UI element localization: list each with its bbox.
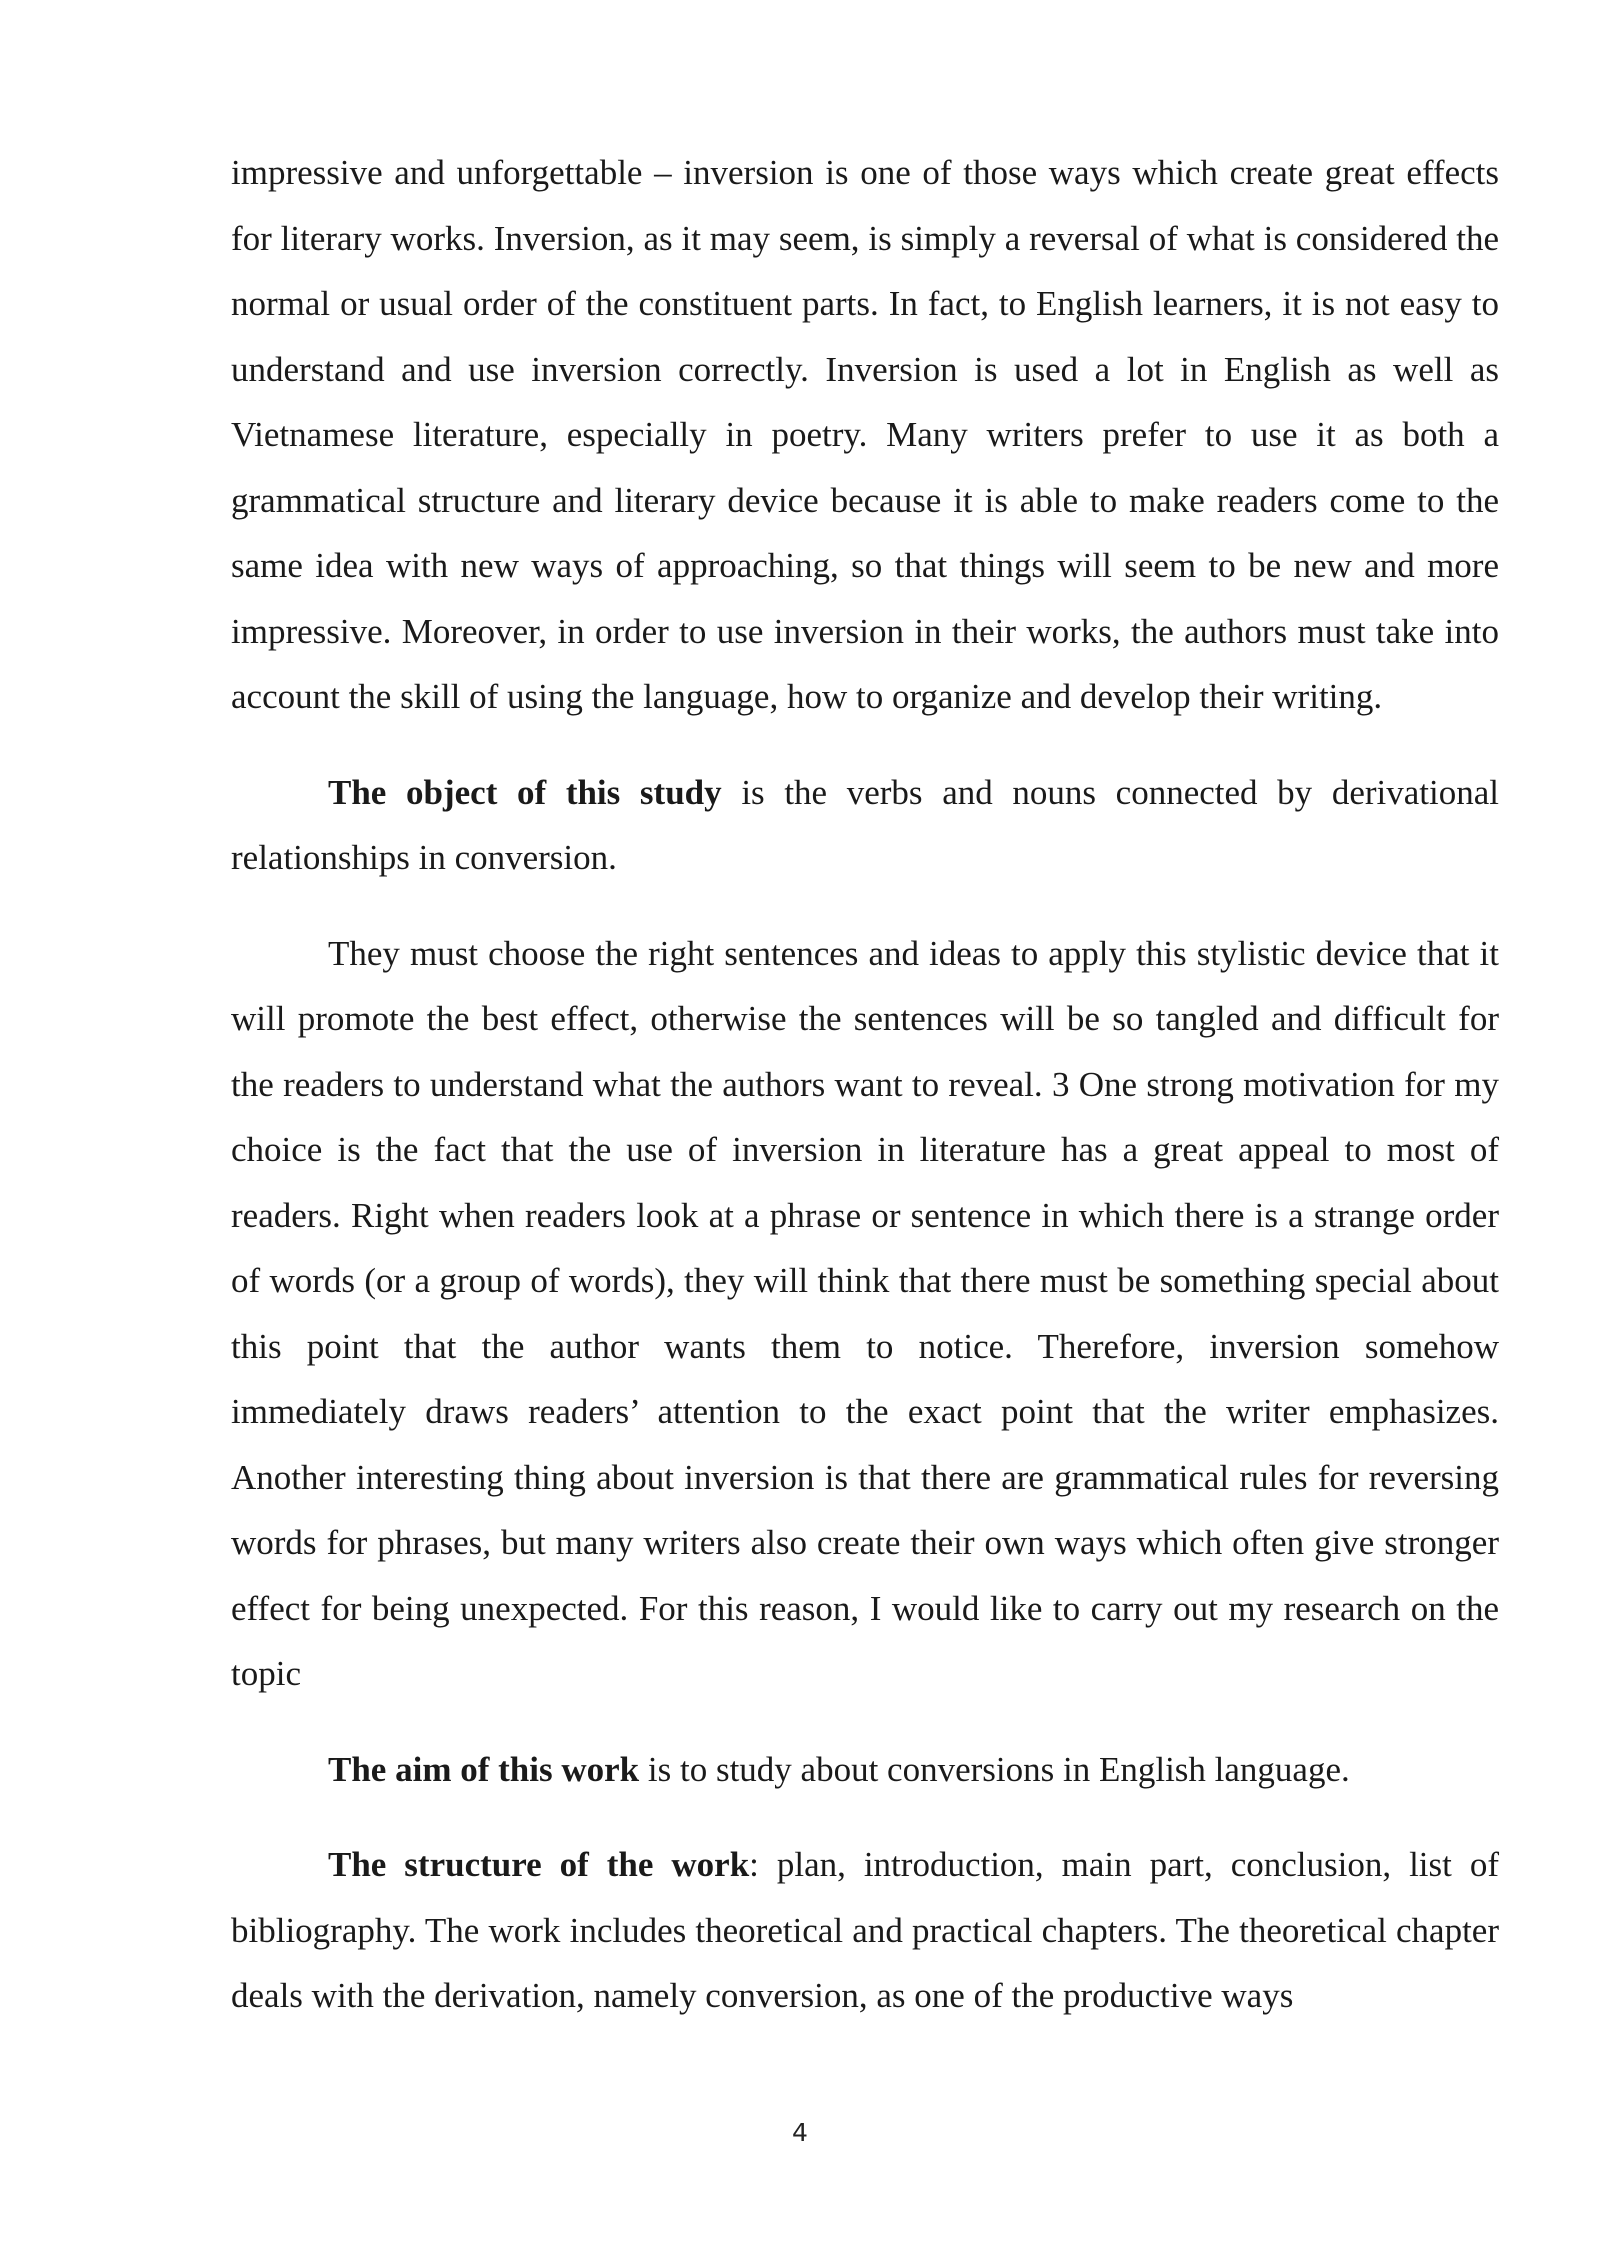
page-number: 4 [792,2118,808,2147]
paragraph-lead: The structure of the work [328,1845,750,1884]
paragraph-text: is the verbs and nouns connected by derivational relationships in conversion. [231,772,1499,877]
paragraph-aim-of-work [231,1737,1499,1803]
paragraph-text: is to study about conversions in English language. [639,1749,1350,1789]
paragraph-structure-of-work [231,1832,1499,2029]
paragraph-lead: The aim of this work [328,1749,640,1789]
paragraph-text: They must choose the right sentences and ideas to apply this stylistic device that it will promote the best effect, otherwise the sentences will be so tangled and difficult for the readers to understand what the authors want to reveal. 3 One strong motivation for my choice is the fact that the use of inversion in literature has a great appeal to most of readers. Right when readers look at a phrase or sentence in which there is a strange order of words (or a group of words), they will think that there must be something special about this point that the author wants them to notice. Therefore, inversion somehow immediately draws readers’ attention to the exact point that the writer emphasizes. Another interesting thing about inversion is that there are grammatical rules for reversing words for phrases, but many writers also create their own ways which often give stronger effect for being unexpected. For this reason, I would like to carry out my research on the topic [231,933,1499,1693]
page-body [231,140,1499,2059]
paragraph-motivation [231,921,1499,1707]
paragraph-inversion-intro [231,140,1499,730]
paragraph-text: : plan, introduction, main part, conclusion, list of bibliography. The work includes theoretical and practical chapters. The theoretical chapter deals with the derivation, namely conversion, as one of the productive ways [231,1845,1499,2015]
paragraph-text: impressive and unforgettable – inversion is one of those ways which create great effects for literary works. Inversion, as it may seem, is simply a reversal of what is considered the normal or usual order of the constituent parts. In fact, to English learners, it is not easy to understand and use inversion correctly. Inversion is used a lot in English as well as Vietnamese literature, especially in poetry. Many writers prefer to use it as both a grammatical structure and literary device because it is able to make readers come to the same idea with new ways of approaching, so that things will seem to be new and more impressive. Moreover, in order to use inversion in their works, the authors must take into account the skill of using the language, how to organize and develop their writing. [231,153,1499,716]
paragraph-object-of-study [231,760,1499,891]
paragraph-lead: The object of this study [328,772,722,812]
